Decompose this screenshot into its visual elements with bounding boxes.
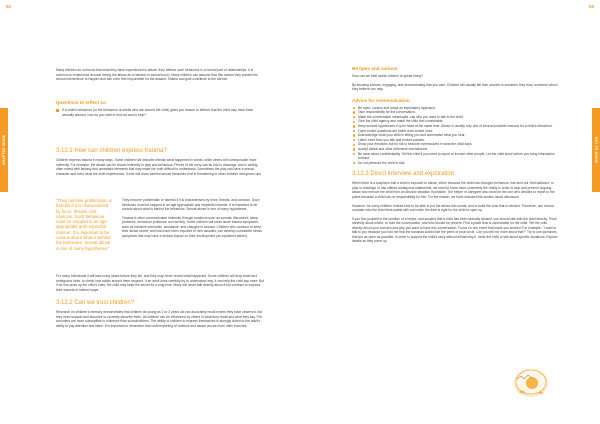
advice-item: Accept denial and other defensive mechanisms. [352,147,558,152]
heading-direct-interview: 3.12.3 Direct interview and exploration [352,171,455,178]
questions-heading: Questions to reflect on [56,100,107,105]
open-paragraph: By showing interest, engaging, and demonstrating that you care. Children will usually tell their secrets to someone they trust, someone whom they believe can help. [352,82,558,92]
right-page [300,0,600,424]
side-tab-left [0,108,8,192]
heading-trust-children: 3.12.2 Can we trust children? [56,300,135,307]
quote-column-paragraph-1: They become problematic or harmful if it is characterised by force, threats, and coercion. Such behaviour must be stopped in an age appropriate and respectful manner. It is important to be curious about what is behind the behaviour. Sexual abuse is one of many hypotheses. [122,198,260,212]
advice-item: Open-ended questions are better than closed ones. [352,129,558,134]
heading-express-trauma: 3.12.1 How can children express trauma? [56,148,167,154]
advice-item: Make the conversation meaningful, say why you want to talk to the child. [352,115,558,120]
advice-item: Give the child agency and make the child feel comfortable. [352,119,558,124]
advice-item: Listen more than you talk and endure pauses. [352,138,558,143]
advice-item: Be clear about confidentiality. Tell the child if you need to report or involve other people. Let the child know before you bring information forward. [352,152,558,161]
advice-item: Be open, curious and adopt an exploratory approach. [352,106,558,111]
page-number-left: 92 [6,4,12,9]
pull-quote: "They become problematic or harmful if it is characterised by force, threats, and coercion. Such behaviour must be stopped in an age-appropriate and respectful manner. It is important to be curious about what is behind the behaviour. Sexual abuse is one of many hypotheses." [56,198,112,251]
side-tab-left-label: ADAPTED ISSUE [2,134,6,166]
page-number-right: 93 [588,4,594,9]
side-tab-right-label: KEY TO KNOW [594,136,598,164]
questions-bullet: If a child's behaviour (or the behaviour of adults who are around the child) gives you reason to believe that the child may have been sexually abused, how do you start to find out and to help? [56,108,256,117]
advice-item: Take responsibility for the conversation. [352,110,558,115]
direct-paragraph-1: When there is a suspicion that a child is exposed to abuse, either because the child has changed behaviour, has sent out "test balloons" in play or drawings or has offered ambiguous statements, we need to know more concretely the reality in order to stop and prevent ongoing abuse and remove the child from an abusive situation if possible. The helper or caregiver also must be the one who decides to report to the police because a child has no responsibility for this. For the reason, we have included this section about disclosure. [352,181,555,199]
quote-column-paragraph-2: Trauma is often communicated indirectly through reactions such as somatic discomfort, sleep problems, behaviour problems, and anxiety. Some children will show acute trauma symptoms, such as intrusive memories, avoidance, and changes in arousal. Children who continue to keep their abuse secret, and who have been exposed to new assaults, can develop cumulative stress symptoms that may have a serious impact on their development (as explained earlier). [122,215,262,238]
advice-item: Do not pressure the child to talk. [352,161,558,166]
long-paragraph: For many individuals it will take many years before they tell, and they may never reveal what happened. Some children will drop small and ambiguous hints, to check how adults around them respond. If an adult does carefully try to understand why, it can help the child say more. But if no one picks up the child's cues, the child may keep the secret for a long time. Many will never talk directly about it but continue to express their wounds in indirect ways. [56,274,265,292]
questions-callout [56,100,256,117]
cracked-egg-illustration [508,362,554,400]
side-tab-right [592,108,600,192]
open-question: How can we best assist children to speak freely? [352,74,424,78]
direct-paragraph-2: However, for many children it takes time to be able to put the abuse into words, and to build the trust that is needed. Therefore, one should consider who the child feels safest with and when the time is right for the child to open up. [352,203,554,213]
express-paragraph: Children express trauma in many ways. Some children will describe directly what happened in words, while others will communicate more indirectly. For example, the abuse can be shown indirectly in play and behaviour. Pieces of the story can be told in drawings, and in writing, often mixed with fantasy and unrealistic elements that may make the truth difficult to understand. Sometimes the play can have a sexual character and echo what the child experienced. Some will show harmful sexual behaviour that is threatening to other children and grown-ups. [56,158,262,176]
intro-paragraph: Many children do not know that what they have experienced is abuse; they believe such behaviour is a normal part of relationships. It is common to experience arousal during the abuse as a reaction to sexual touch. Many children can assume that this means they wanted the sexual interference to happen and can even feel responsible for the assault. Shame and guilt contribute to the silence. [56,68,258,82]
advice-item: Keep several hypotheses in your head at the same time. Abuse is usually only one of several possible reasons for a child's behaviour. [352,124,558,129]
trust-paragraph: Research on children's memory demonstrates that children as young as 2 or 3 years old can accurately recall events they have observed, but they need support and structure to correctly describe them. All children can be influenced by others in what they recall and what they say. Pre-schoolers are more susceptible to influence than schoolchildren. The ability of children to express themselves is strongly linked to the adult's ability to pay attention and listen. It is important to remember that underreporting of violence and abuse occurs more often than lies. [56,310,263,328]
direct-paragraph-3: If you find yourself in the position of a helper, and suspect that a child has been sexually abused, you should talk with the child directly. Think carefully about where, to hold the conversation, and who should be present. Find a place that is comfortable for the child. Tell the child directly about your concern and why you want to have this conversation. Focus on one event that made you worried. For example: "I want to talk to you because you told me that the bananas looked like the penis of your uncle. Can you tell me more about that?" Try to use questions that are as open as possible, in order to support the child's story without influencing it. Invite the child to talk about specific situations. Explore details as they come up. [352,216,558,244]
advice-item: Show your emotions but try not to become overinvolved in what the child says. [352,142,558,147]
heading-advice: Advice for communication [352,97,410,103]
heading-open-curious: Be open and curious [352,66,398,71]
advice-item: Acknowledge what your child is telling you and summarise what you hear. [352,133,558,138]
advice-list [352,106,558,166]
